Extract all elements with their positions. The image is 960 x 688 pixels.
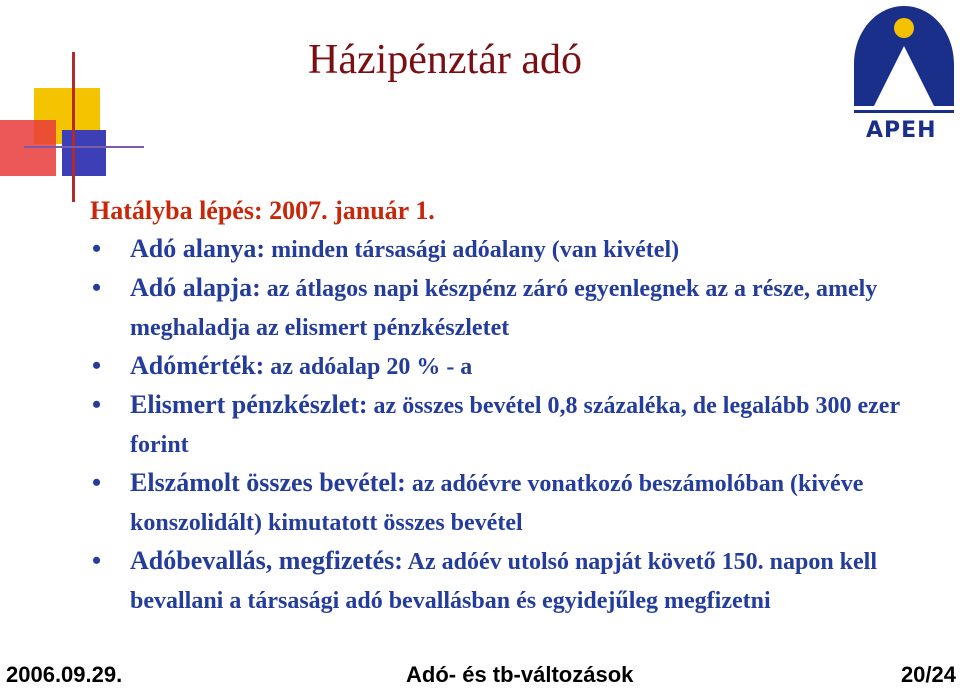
bullet-item: • Adómérték: az adóalap 20 % - a [90, 347, 950, 386]
bullet-item: • Elismert pénzkészlet: az összes bevétel 0,8 százaléka, de legalább 300 ezer forint [90, 386, 950, 464]
decor-horizontal-line [24, 146, 144, 148]
bullet-item: • Adóbevallás, megfizetés: Az adóév utolsó napját követő 150. napon kell bevallani a társasági adó bevallásban és egyidejűleg megfizetni [90, 542, 950, 620]
bullet-item: • Elszámolt összes bevétel: az adóévre vonatkozó beszámolóban (kivéve konszolidált) kimutatott összes bevétel [90, 464, 950, 542]
bullet-item: • Adó alapja: az átlagos napi készpénz záró egyenlegnek az a része, amely meghaladja az elismert pénzkészletet [90, 269, 950, 347]
page-number: 20/24 [900, 662, 956, 687]
effective-date-line: Hatályba lépés: 2007. január 1. [90, 196, 435, 225]
logo-text: APEH [866, 118, 937, 143]
footer-title: Adó- és tb-változások [406, 662, 634, 687]
decor-square-red [0, 120, 56, 176]
slide-title: Házipénztár adó [308, 37, 583, 83]
footer-date: 2006.09.29. [6, 662, 123, 687]
bullet-list [90, 230, 950, 620]
decor-square-blue [62, 130, 106, 176]
bullet-item: • Adó alanya: minden társasági adóalany (van kivétel) [90, 230, 950, 269]
slide-content [90, 192, 950, 620]
decor-vertical-line [72, 52, 75, 202]
